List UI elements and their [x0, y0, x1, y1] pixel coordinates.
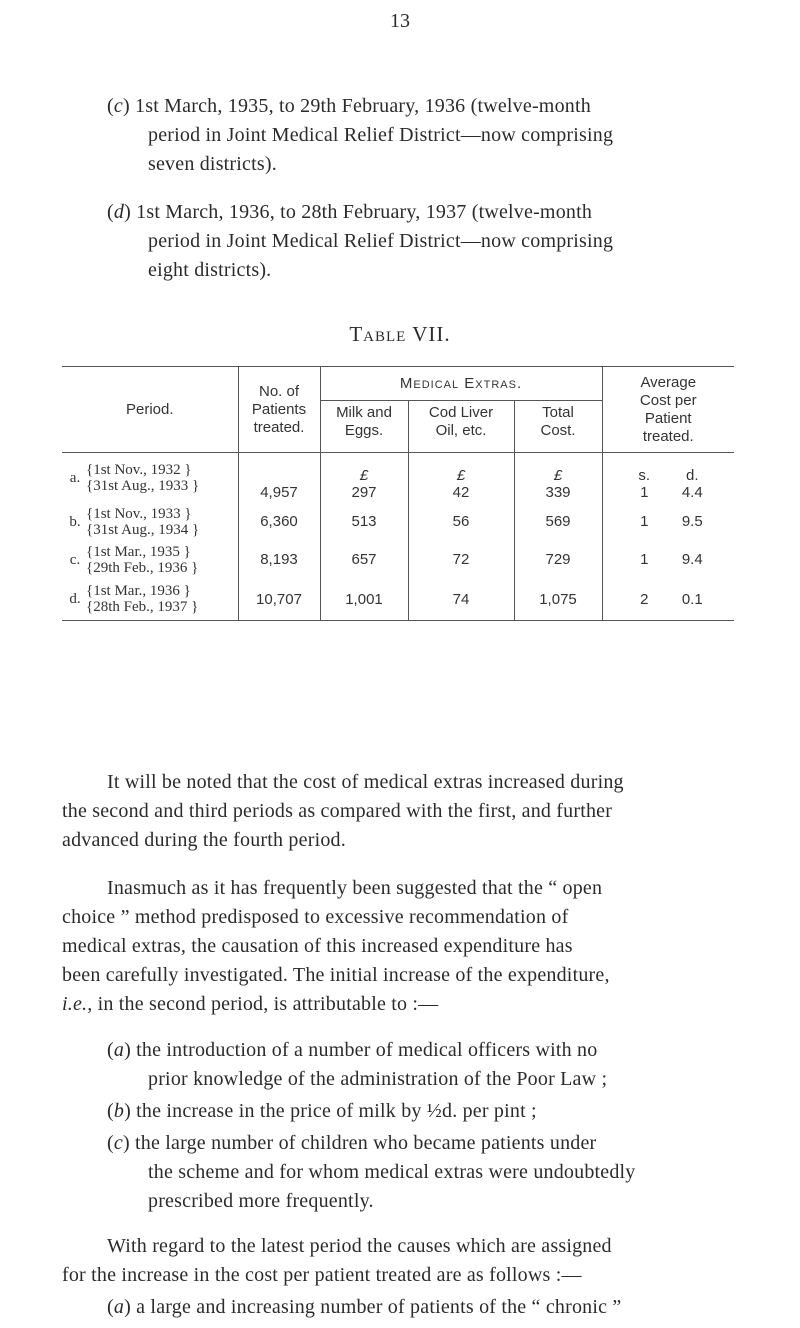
list1-c-line3: prescribed more frequently. — [148, 1190, 374, 1212]
row-a-cod: £ 42 — [408, 453, 514, 503]
row-d-total: 1,075 — [514, 579, 602, 621]
intro-item-c — [107, 92, 591, 121]
row-b-patients: 6,360 — [238, 503, 320, 541]
list1-item-a: (a) the introduction of a number of medical officers with no — [107, 1039, 598, 1061]
row-c-total: 729 — [514, 541, 602, 579]
p2-line5: i.e., in the second period, is attributable to :— — [62, 993, 439, 1015]
row-b-average: 1 9.5 — [640, 513, 703, 530]
header-cod-liver-oil: Cod Liver Oil, etc. — [408, 401, 514, 453]
row-d-period: d. {1st Mar., 1936 } {28th Feb., 1937 } — [62, 579, 238, 621]
table-title: Table VII. — [349, 322, 451, 346]
row-c-cod: 72 — [408, 541, 514, 579]
row-b-milk: 513 — [320, 503, 408, 541]
row-a-period: a. {1st Nov., 1932 } {31st Aug., 1933 } — [62, 453, 238, 503]
intro-d-line1: 1st March, 1936, to 28th February, 1937 (twelve-month — [136, 201, 593, 223]
header-milk-eggs: Milk and Eggs. — [320, 401, 408, 453]
header-average: Average Cost per Patient treated. — [602, 367, 734, 453]
p3-line1: With regard to the latest period the causes which are assigned — [107, 1235, 612, 1257]
list1-item-b: (b) the increase in the price of milk by ½d. per pint ; — [107, 1100, 537, 1122]
p2-line3: medical extras, the causation of this increased expenditure has — [62, 935, 573, 957]
list1-b-label: (b) — [107, 1100, 131, 1122]
unit-pound-cod: £ — [456, 466, 466, 484]
unit-shillings: s. — [638, 466, 651, 484]
header-period: Period. — [62, 367, 238, 453]
row-a-patients: 4,957 — [238, 453, 320, 503]
row-b-total: 569 — [514, 503, 602, 541]
row-a-average: s. d. 1 4.4 — [602, 453, 734, 503]
intro-c-line3: seven districts). — [148, 153, 277, 175]
row-d-milk: 1,001 — [320, 579, 408, 621]
intro-d-label: (d) — [107, 201, 131, 223]
row-d-cod: 74 — [408, 579, 514, 621]
p1-line2: the second and third periods as compared with the first, and further — [62, 800, 613, 822]
row-d-average: 2 0.1 — [602, 579, 734, 621]
intro-d-line2: period in Joint Medical Relief District—now comprising — [148, 230, 614, 252]
unit-pence: d. — [685, 466, 699, 484]
row-d-patients: 10,707 — [238, 579, 320, 621]
list2-a-label: (a) — [107, 1296, 131, 1318]
p1-line1: It will be noted that the cost of medical extras increased during — [107, 771, 624, 793]
row-c-milk: 657 — [320, 541, 408, 579]
row-a-milk: £ 297 — [320, 453, 408, 503]
header-patients: No. of Patients treated. — [238, 367, 320, 453]
header-medical-extras: Medical Extras. — [320, 367, 602, 401]
table-vii — [62, 366, 734, 621]
p3-line2: for the increase in the cost per patient treated are as follows :— — [62, 1264, 582, 1286]
p1-line3: advanced during the fourth period. — [62, 829, 346, 851]
list1-item-c: (c) the large number of children who became patients under — [107, 1132, 597, 1154]
p2-line4: been carefully investigated. The initial increase of the expenditure, — [62, 964, 610, 986]
header-total-cost: Total Cost. — [514, 401, 602, 453]
list1-a-label: (a) — [107, 1039, 131, 1061]
list1-c-line2: the scheme and for whom medical extras were undoubtedly — [148, 1161, 636, 1183]
intro-c-label: (c) — [107, 95, 130, 117]
row-a-total: £ 339 — [514, 453, 602, 503]
list1-c-label: (c) — [107, 1132, 130, 1154]
intro-item-d — [107, 198, 592, 227]
list1-a-line2: prior knowledge of the administration of the Poor Law ; — [148, 1068, 608, 1090]
row-c-patients: 8,193 — [238, 541, 320, 579]
unit-pound-total: £ — [553, 466, 563, 484]
row-b-period: b. {1st Nov., 1933 } {31st Aug., 1934 } — [62, 503, 238, 541]
unit-pound-milk: £ — [359, 466, 369, 484]
list2-item-a: (a) a large and increasing number of patients of the “ chronic ” — [107, 1296, 622, 1318]
intro-d-line3: eight districts). — [148, 259, 272, 281]
row-c-period: c. {1st Mar., 1935 } {29th Feb., 1936 } — [62, 541, 238, 579]
intro-c-line2: period in Joint Medical Relief District—now comprising — [148, 124, 614, 146]
p2-line1: Inasmuch as it has frequently been suggested that the “ open — [107, 877, 603, 899]
row-b-cod: 56 — [408, 503, 514, 541]
intro-c-line1: 1st March, 1935, to 29th February, 1936 (twelve-month — [135, 95, 591, 117]
p2-line2: choice ” method predisposed to excessive recommendation of — [62, 906, 569, 928]
row-c-average: 1 9.4 — [640, 551, 703, 568]
page-number: 13 — [390, 10, 410, 32]
